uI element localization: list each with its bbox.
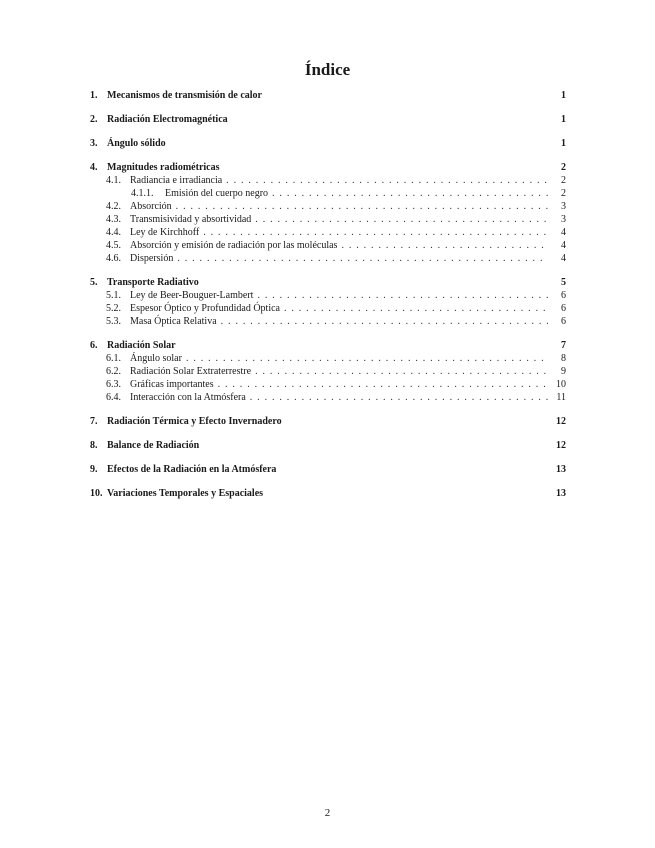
- entry-page-number: 6: [561, 303, 566, 314]
- toc-entry-subsection[interactable]: [90, 239, 566, 252]
- entry-number: 5.2.: [106, 303, 121, 314]
- entry-page-number: 4: [561, 253, 566, 264]
- entry-number: 6.3.: [106, 379, 121, 390]
- dot-leader: [255, 213, 548, 226]
- entry-number: 2.: [90, 114, 98, 125]
- toc-entry-subsection[interactable]: [90, 200, 566, 213]
- toc-entry-section[interactable]: [90, 487, 566, 500]
- toc-entry-subsection[interactable]: [90, 213, 566, 226]
- entry-title: Masa Óptica Relativa: [130, 316, 217, 327]
- entry-title: Magnitudes radiométricas: [107, 162, 220, 173]
- entry-page-number: 7: [561, 340, 566, 351]
- entry-title: Transporte Radiativo: [107, 277, 199, 288]
- dot-leader: [341, 239, 548, 252]
- toc-section-group: [90, 89, 566, 102]
- entry-title: Espesor Óptico y Profundidad Óptica: [130, 303, 280, 314]
- toc-entry-section[interactable]: [90, 415, 566, 428]
- entry-number: 4.6.: [106, 253, 121, 264]
- entry-title: Variaciones Temporales y Espaciales: [107, 488, 264, 499]
- dot-leader: [250, 391, 548, 404]
- toc-entry-subsection[interactable]: [90, 315, 566, 328]
- toc-entry-subsection[interactable]: [90, 226, 566, 239]
- entry-number: 4.2.: [106, 201, 121, 212]
- entry-title: Radiación Electromagnética: [107, 114, 228, 125]
- toc-section-group: [90, 439, 566, 452]
- entry-title: Balance de Radiación: [107, 440, 200, 451]
- toc-entry-section[interactable]: [90, 113, 566, 126]
- entry-page-number: 12: [556, 440, 566, 451]
- entry-number: 9.: [90, 464, 98, 475]
- entry-title: Efectos de la Radiación en la Atmósfera: [107, 464, 277, 475]
- entry-title: Gráficas importantes: [130, 379, 214, 390]
- toc-section-group: [90, 161, 566, 265]
- entry-title: Transmisividad y absortividad: [130, 214, 252, 225]
- entry-number: 8.: [90, 440, 98, 451]
- entry-number: 5.1.: [106, 290, 121, 301]
- toc-entry-section[interactable]: [90, 161, 566, 174]
- entry-title: Ángulo sólido: [107, 138, 166, 149]
- toc-entry-subsection[interactable]: [90, 365, 566, 378]
- entry-page-number: 12: [556, 416, 566, 427]
- entry-number: 4.4.: [106, 227, 121, 238]
- entry-page-number: 6: [561, 316, 566, 327]
- entry-page-number: 4: [561, 240, 566, 251]
- entry-page-number: 1: [561, 138, 566, 149]
- entry-number: 4.5.: [106, 240, 121, 251]
- entry-title: Ley de Kirchhoff: [130, 227, 200, 238]
- toc-entry-subsection[interactable]: [90, 302, 566, 315]
- toc-entry-subsubsection[interactable]: [90, 187, 566, 200]
- toc-entry-subsection[interactable]: [90, 289, 566, 302]
- toc-section-group: [90, 463, 566, 476]
- entry-page-number: 13: [556, 488, 566, 499]
- toc-title: Índice: [304, 60, 351, 79]
- entry-page-number: 1: [561, 90, 566, 101]
- toc-entry-section[interactable]: [90, 439, 566, 452]
- toc-entry-section[interactable]: [90, 339, 566, 352]
- entry-title: Ley de Beer-Bouguer-Lambert: [130, 290, 254, 301]
- entry-page-number: 10: [556, 379, 566, 390]
- dot-leader: [284, 302, 548, 315]
- toc-entry-section[interactable]: [90, 463, 566, 476]
- toc-section-group: [90, 487, 566, 500]
- entry-number: 6.1.: [106, 353, 121, 364]
- entry-number: 6.: [90, 340, 98, 351]
- toc-entry-section[interactable]: [90, 137, 566, 150]
- dot-leader: [272, 187, 548, 200]
- entry-title: Absorción: [130, 201, 172, 212]
- entry-title: Mecanismos de transmisión de calor: [107, 90, 262, 101]
- toc-section-group: [90, 276, 566, 328]
- entry-title: Interacción con la Atmósfera: [130, 392, 246, 403]
- toc-section-group: [90, 137, 566, 150]
- entry-title: Radiación Solar Extraterrestre: [130, 366, 252, 377]
- entry-page-number: 2: [561, 175, 566, 186]
- entry-number: 6.4.: [106, 392, 121, 403]
- entry-number: 4.3.: [106, 214, 121, 225]
- dot-leader: [186, 352, 548, 365]
- dot-leader: [176, 200, 548, 213]
- toc-entry-subsection[interactable]: [90, 352, 566, 365]
- entry-number: 5.: [90, 277, 98, 288]
- page-number-footer: 2: [324, 807, 331, 819]
- entry-number: 3.: [90, 138, 98, 149]
- entry-page-number: 4: [561, 227, 566, 238]
- dot-leader: [218, 378, 548, 391]
- dot-leader: [226, 174, 548, 187]
- dot-leader: [177, 252, 548, 265]
- entry-number: 1.: [90, 90, 98, 101]
- entry-page-number: 2: [561, 162, 566, 173]
- entry-number: 7.: [90, 416, 98, 427]
- entry-page-number: 6: [561, 290, 566, 301]
- entry-page-number: 8: [561, 353, 566, 364]
- entry-number: 4.1.: [106, 175, 121, 186]
- toc-entry-section[interactable]: [90, 276, 566, 289]
- toc-entry-subsection[interactable]: [90, 252, 566, 265]
- entry-number: 4.: [90, 162, 98, 173]
- entry-title: Absorción y emisión de radiación por las moléculas: [130, 240, 338, 251]
- entry-number: 4.1.1.: [131, 188, 154, 199]
- table-of-contents: [90, 89, 566, 500]
- toc-entry-subsection[interactable]: [90, 391, 566, 404]
- dot-leader: [221, 315, 548, 328]
- entry-title: Ángulo solar: [130, 353, 182, 364]
- entry-number: 6.2.: [106, 366, 121, 377]
- toc-section-group: [90, 415, 566, 428]
- entry-page-number: 5: [561, 277, 566, 288]
- entry-page-number: 1: [561, 114, 566, 125]
- toc-entry-subsection[interactable]: [90, 174, 566, 187]
- dot-leader: [257, 289, 548, 302]
- entry-title: Dispersión: [130, 253, 174, 264]
- entry-page-number: 2: [561, 188, 566, 199]
- entry-page-number: 13: [556, 464, 566, 475]
- toc-section-group: [90, 339, 566, 404]
- entry-number: 5.3.: [106, 316, 121, 327]
- entry-page-number: 11: [556, 392, 566, 403]
- dot-leader: [203, 226, 548, 239]
- toc-section-group: [90, 113, 566, 126]
- toc-entry-subsection[interactable]: [90, 378, 566, 391]
- entry-title: Emisión del cuerpo negro: [165, 188, 269, 199]
- entry-page-number: 3: [561, 201, 566, 212]
- entry-title: Radiación Solar: [107, 340, 176, 351]
- dot-leader: [255, 365, 548, 378]
- entry-number: 10.: [90, 488, 103, 499]
- entry-page-number: 9: [561, 366, 566, 377]
- entry-title: Radiación Térmica y Efecto Invernadero: [107, 416, 282, 427]
- entry-page-number: 3: [561, 214, 566, 225]
- entry-title: Radiancia e irradiancia: [130, 175, 223, 186]
- toc-entry-section[interactable]: [90, 89, 566, 102]
